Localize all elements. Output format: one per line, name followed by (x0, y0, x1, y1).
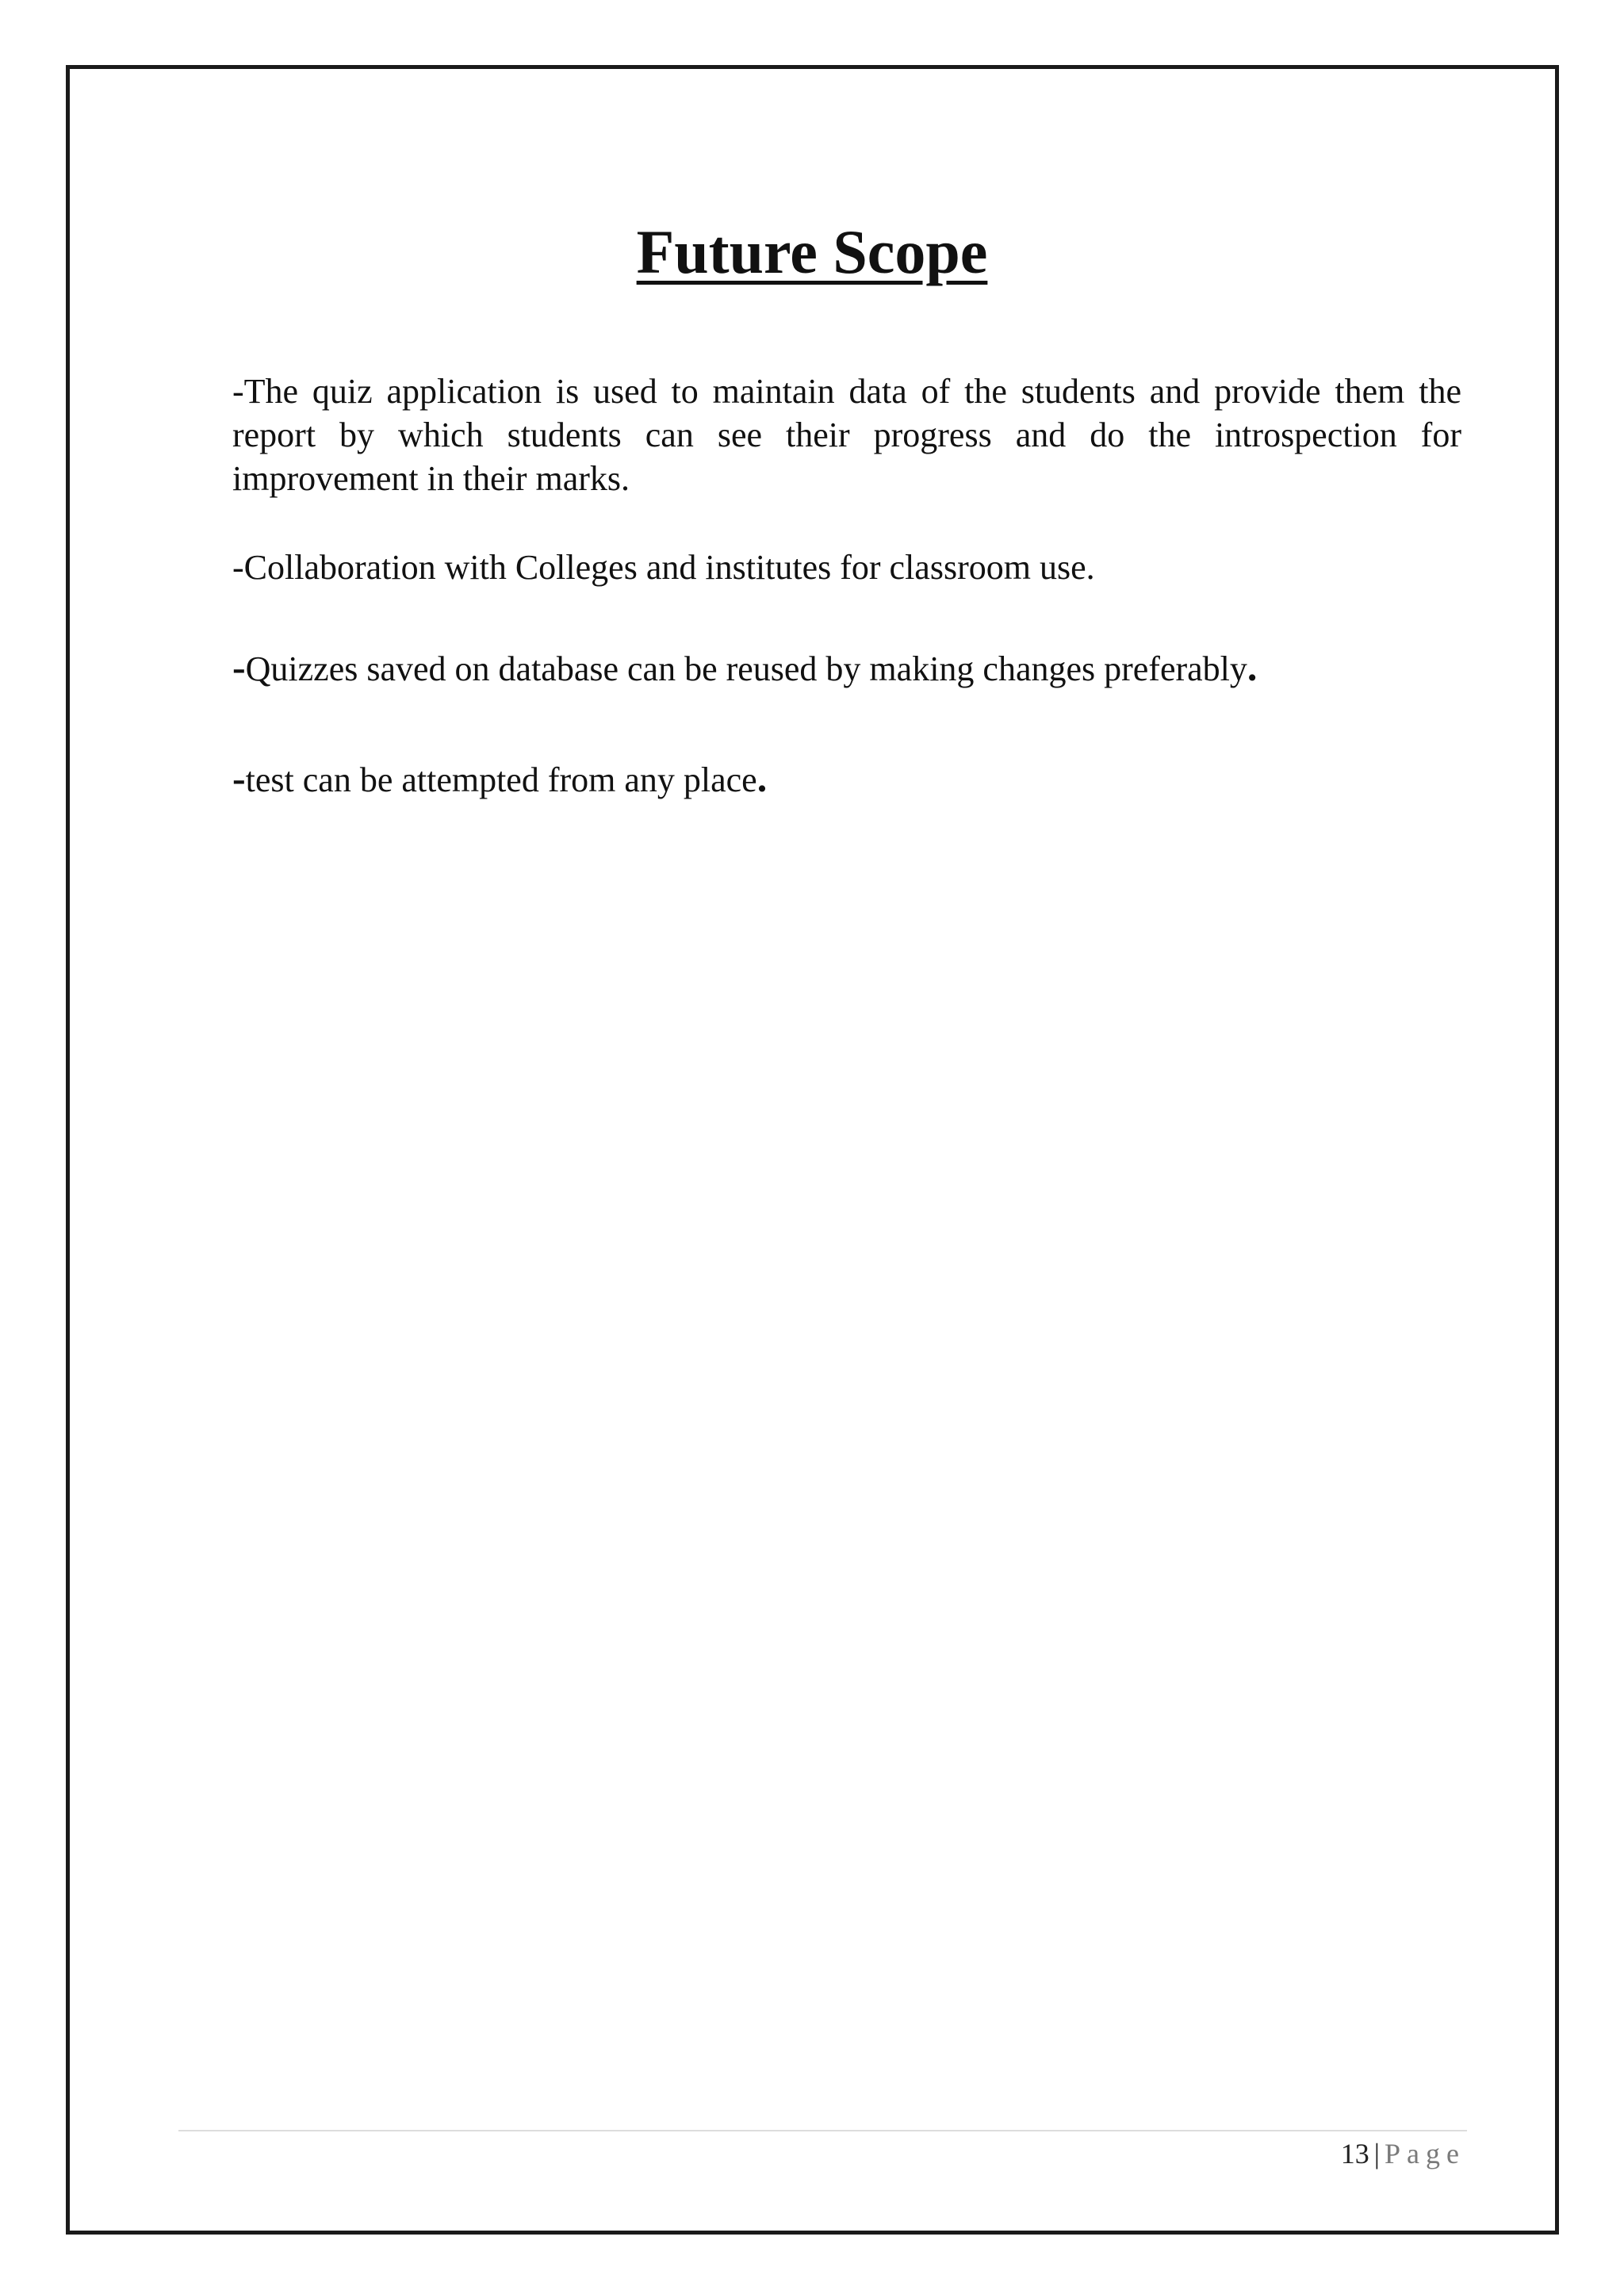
bullet-dash: - (232, 756, 246, 800)
footer-divider (178, 2130, 1467, 2131)
bullet-dash: - (232, 645, 246, 689)
page-number: 13 (1340, 2138, 1369, 2170)
page-label: Page (1385, 2138, 1465, 2170)
period-mark: . (756, 756, 768, 800)
paragraph-quizzes-reuse (232, 645, 1461, 691)
paragraph-text: test can be attempted from any place (245, 760, 757, 799)
footer-separator: | (1373, 2138, 1381, 2170)
paragraph-text: Quizzes saved on database can be reused by making changes preferably (245, 649, 1247, 688)
page-footer (1341, 2136, 1465, 2171)
paragraph-collaboration: -Collaboration with Colleges and institutes for classroom use. (232, 548, 1095, 587)
paragraph-test-attempt (232, 756, 1461, 802)
page-title (0, 218, 1624, 286)
page-title-text: Future Scope (636, 217, 988, 286)
period-mark: . (1247, 645, 1258, 689)
paragraph-quiz-application: -The quiz application is used to maintain data of the students and provide them the report by which students can see their progress and do the introspection for improvement in their marks. (232, 372, 1461, 498)
